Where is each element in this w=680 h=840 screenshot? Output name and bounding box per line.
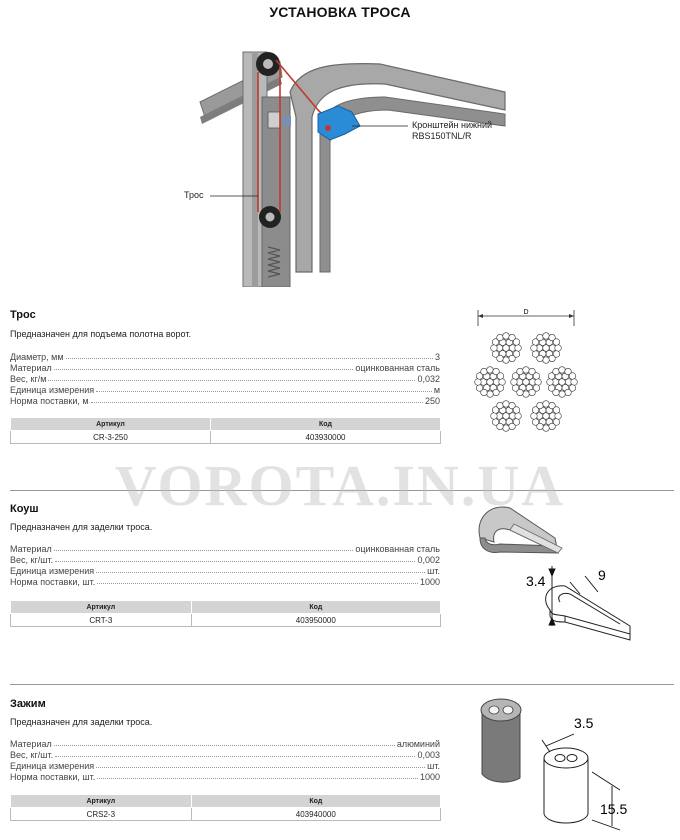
- code-header: Код: [191, 601, 440, 614]
- article-header: Артикул: [11, 601, 192, 614]
- page-title: УСТАНОВКА ТРОСА: [269, 4, 411, 20]
- strand-wire: [511, 379, 518, 386]
- article-value: CRS2-3: [11, 808, 192, 821]
- spec-row: [10, 738, 440, 749]
- strand-wire: [515, 345, 522, 352]
- spec-label: Вес, кг/шт.: [10, 750, 54, 760]
- strand-wire: [555, 413, 562, 420]
- section-divider: [10, 684, 674, 685]
- strand-wire: [491, 345, 498, 352]
- strand-wire: [487, 391, 494, 398]
- strand-wire: [533, 373, 540, 380]
- strand-wire: [523, 367, 530, 374]
- strand-wire: [549, 423, 556, 430]
- spec-value: 250: [424, 396, 440, 406]
- spec-label: Материал: [10, 739, 52, 749]
- cable-callout: Трос: [184, 190, 204, 200]
- clamp-dimension-b: 15.5: [600, 801, 628, 817]
- spec-row: [10, 543, 440, 554]
- strand-wire: [492, 351, 499, 358]
- strand-wire: [493, 389, 500, 396]
- thimble-illustration: [470, 498, 670, 650]
- clamp-illustration: [470, 694, 670, 834]
- thimble-dimension-b: 9: [598, 567, 606, 583]
- strand-wire: [512, 385, 519, 392]
- watermark: VOROTA.IN.UA: [114, 453, 566, 518]
- strand-wire: [543, 357, 550, 364]
- spec-row: [10, 760, 440, 771]
- spec-label: Вес, кг/шт.: [10, 555, 54, 565]
- article-value: CR-3-250: [11, 431, 211, 444]
- spec-row: [10, 351, 440, 362]
- strand-wire: [475, 379, 482, 386]
- strand-wire: [513, 339, 520, 346]
- strand-wire: [569, 373, 576, 380]
- spec-label: Материал: [10, 363, 52, 373]
- strand-wire: [565, 389, 572, 396]
- article-header: Артикул: [11, 795, 192, 808]
- article-header: Артикул: [11, 418, 211, 431]
- strand-wire: [481, 368, 488, 375]
- spec-value: м: [433, 385, 440, 395]
- spec-label: Норма поставки, шт.: [10, 772, 96, 782]
- spec-label: Единица измерения: [10, 385, 95, 395]
- strand-wire: [476, 385, 483, 392]
- strand-wire: [531, 413, 538, 420]
- strand-wire: [535, 379, 542, 386]
- strand-wire: [553, 339, 560, 346]
- code-header: Код: [210, 418, 440, 431]
- cable-installation-illustration: [0, 22, 680, 287]
- strand-wire: [487, 367, 494, 374]
- section-cable-title: Трос: [10, 309, 36, 321]
- strand-wire: [523, 391, 530, 398]
- strand-wire: [537, 334, 544, 341]
- strand-wire: [543, 401, 550, 408]
- thimble-dimension-a: 3.4: [526, 573, 546, 589]
- strand-wire: [553, 368, 560, 375]
- spec-label: Диаметр, мм: [10, 352, 64, 362]
- spec-row: [10, 554, 440, 565]
- section-thimble-specs: [10, 543, 440, 587]
- section-cable-description: Предназначен для подъема полотна ворот.: [10, 329, 191, 339]
- code-value: 403930000: [210, 431, 440, 444]
- code-header: Код: [191, 795, 440, 808]
- strand-wire: [537, 402, 544, 409]
- spec-row: [10, 576, 440, 587]
- spec-value: 1000: [419, 772, 440, 782]
- spec-label: Материал: [10, 544, 52, 554]
- strand-wire: [497, 334, 504, 341]
- spec-row: [10, 373, 440, 384]
- section-cable-specs: [10, 351, 440, 406]
- spec-row: [10, 771, 440, 782]
- strand-wire: [517, 368, 524, 375]
- spec-label: Единица измерения: [10, 566, 95, 576]
- strand-wire: [509, 423, 516, 430]
- strand-wire: [559, 367, 566, 374]
- spec-label: Вес, кг/м: [10, 374, 47, 384]
- code-value: 403940000: [191, 808, 440, 821]
- spec-value: оцинкованная сталь: [355, 544, 440, 554]
- spec-value: 0,003: [417, 750, 440, 760]
- section-thimble-title: Коуш: [10, 503, 39, 515]
- spec-row: [10, 395, 440, 406]
- strand-wire: [559, 391, 566, 398]
- strand-wire: [571, 379, 578, 386]
- strand-wire: [529, 389, 536, 396]
- section-clamp-specs: [10, 738, 440, 782]
- section-thimble-article-table: [10, 600, 441, 627]
- spec-value: 0,002: [417, 555, 440, 565]
- section-thimble-description: Предназначен для заделки троса.: [10, 522, 153, 532]
- strand-wire: [532, 351, 539, 358]
- strand-wire: [503, 357, 510, 364]
- strand-wire: [497, 373, 504, 380]
- bracket-callout-line2: RBS150TNL/R: [412, 131, 472, 141]
- strand-wire: [515, 413, 522, 420]
- strand-wire: [492, 419, 499, 426]
- section-cable-article-table: [10, 417, 441, 444]
- section-clamp-article-table: [10, 794, 441, 821]
- spec-row: [10, 384, 440, 395]
- strand-wire: [543, 333, 550, 340]
- article-value: CRT-3: [11, 614, 192, 627]
- spec-label: Норма поставки, шт.: [10, 577, 96, 587]
- bracket-callout: [412, 120, 492, 142]
- strand-wire: [549, 355, 556, 362]
- spec-label: Единица измерения: [10, 761, 95, 771]
- strand-wire: [499, 379, 506, 386]
- spec-value: шт.: [427, 566, 440, 576]
- strand-wire: [503, 425, 510, 432]
- strand-wire: [531, 345, 538, 352]
- strand-wire: [553, 407, 560, 414]
- strand-wire: [491, 413, 498, 420]
- bracket-callout-line1: Кронштейн нижний: [412, 120, 493, 130]
- spec-value: алюминий: [396, 739, 440, 749]
- strand-wire: [543, 425, 550, 432]
- spec-value: шт.: [427, 761, 440, 771]
- spec-label: Норма поставки, м: [10, 396, 89, 406]
- section-clamp-description: Предназначен для заделки троса.: [10, 717, 153, 727]
- spec-value: 1000: [419, 577, 440, 587]
- strand-wire: [548, 385, 555, 392]
- strand-wire: [532, 419, 539, 426]
- spec-row: [10, 362, 440, 373]
- spec-row: [10, 565, 440, 576]
- code-value: 403950000: [191, 614, 440, 627]
- strand-wire: [555, 345, 562, 352]
- spec-value: оцинкованная сталь: [355, 363, 440, 373]
- spec-value: 0,032: [417, 374, 440, 384]
- spec-value: 3: [434, 352, 440, 362]
- strand-wire: [513, 407, 520, 414]
- strand-wire: [547, 379, 554, 386]
- strand-wire: [497, 402, 504, 409]
- clamp-dimension-a: 3.5: [574, 715, 594, 731]
- strand-wire: [509, 355, 516, 362]
- spec-row: [10, 749, 440, 760]
- cable-cross-section-diagram: [470, 306, 590, 436]
- section-clamp-title: Зажим: [10, 698, 46, 710]
- strand-wire: [503, 401, 510, 408]
- diameter-label: D: [523, 309, 529, 316]
- strand-wire: [503, 333, 510, 340]
